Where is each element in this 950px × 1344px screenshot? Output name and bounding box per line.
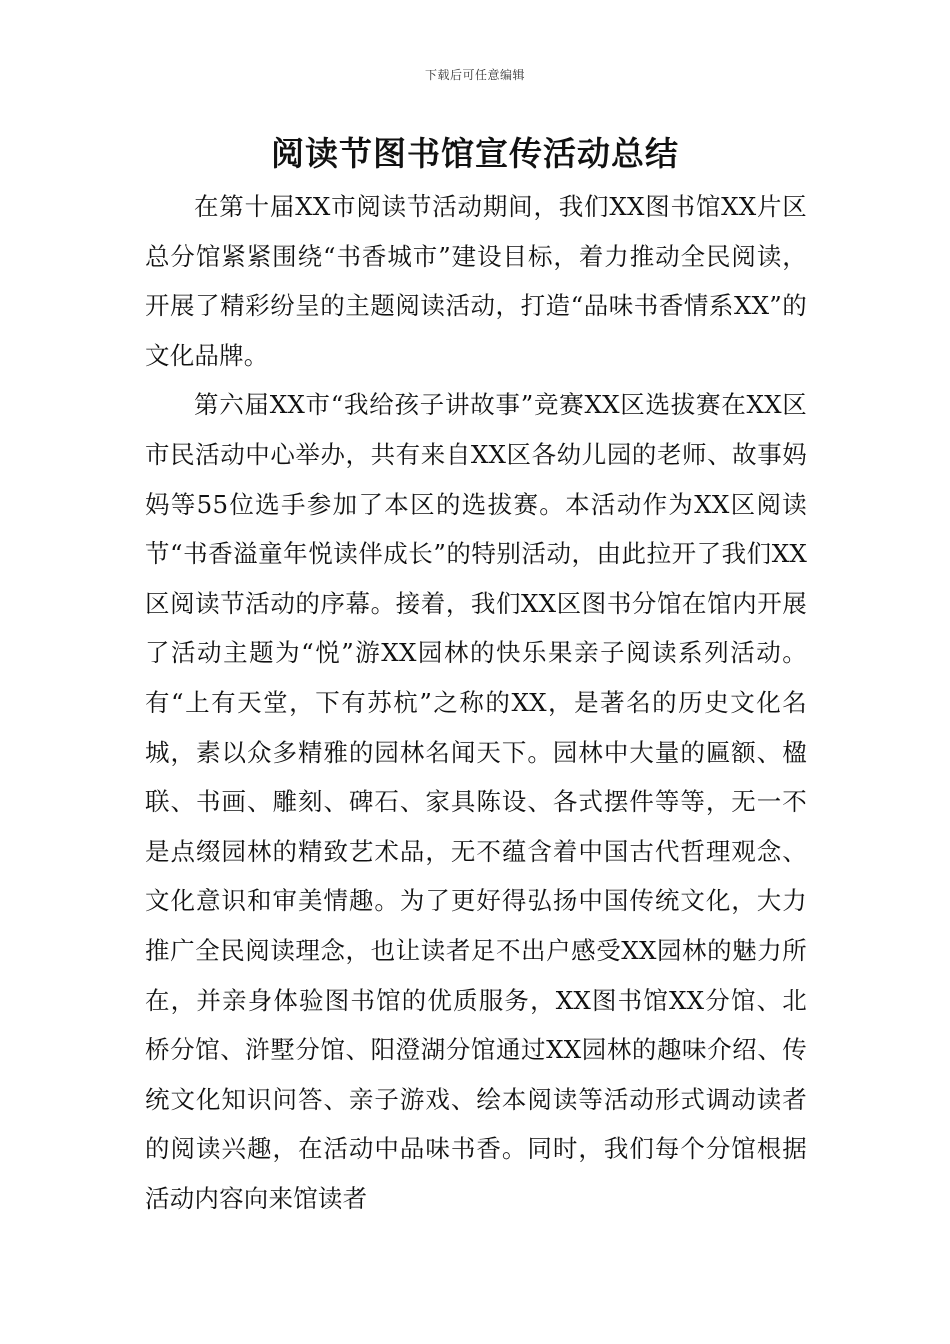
document-body xyxy=(145,182,807,1223)
paragraph-intro: 在第十届XX市阅读节活动期间，我们XX图书馆XX片区总分馆紧紧围绕“书香城市”建设目标，着力推动全民阅读，开展了精彩纷呈的主题阅读活动，打造“品味书香情系XX”的文化品牌。 xyxy=(145,192,807,370)
paragraph-activities: 第六届XX市“我给孩子讲故事”竞赛XX区选拔赛在XX区市民活动中心举办，共有来自XX区各幼儿园的老师、故事妈妈等55位选手参加了本区的选拔赛。本活动作为XX区阅读节“书香溢童年悦读伴成长”的特别活动，由此拉开了我们XX区阅读节活动的序幕。接着，我们XX区图书分馆在馆内开展了活动主题为“悦”游XX园林的快乐果亲子阅读系列活动。有“上有天堂，下有苏杭”之称的XX，是著名的历史文化名城，素以众多精雅的园林名闻天下。园林中大量的匾额、楹联、书画、雕刻、碑石、家具陈设、各式摆件等等，无一不是点缀园林的精致艺术品，无不蕴含着中国古代哲理观念、文化意识和审美情趣。为了更好得弘扬中国传统文化，大力推广全民阅读理念，也让读者足不出户感受XX园林的魅力所在，并亲身体验图书馆的优质服务，XX图书馆XX分馆、北桥分馆、浒墅分馆、阳澄湖分馆通过XX园林的趣味介绍、传统文化知识问答、亲子游戏、绘本阅读等活动形式调动读者的阅读兴趣，在活动中品味书香。同时，我们每个分馆根据活动内容向来馆读者 xyxy=(145,390,807,1213)
document-title: 阅读节图书馆宣传活动总结 xyxy=(271,134,679,173)
header-note: 下载后可任意编辑 xyxy=(424,68,525,82)
